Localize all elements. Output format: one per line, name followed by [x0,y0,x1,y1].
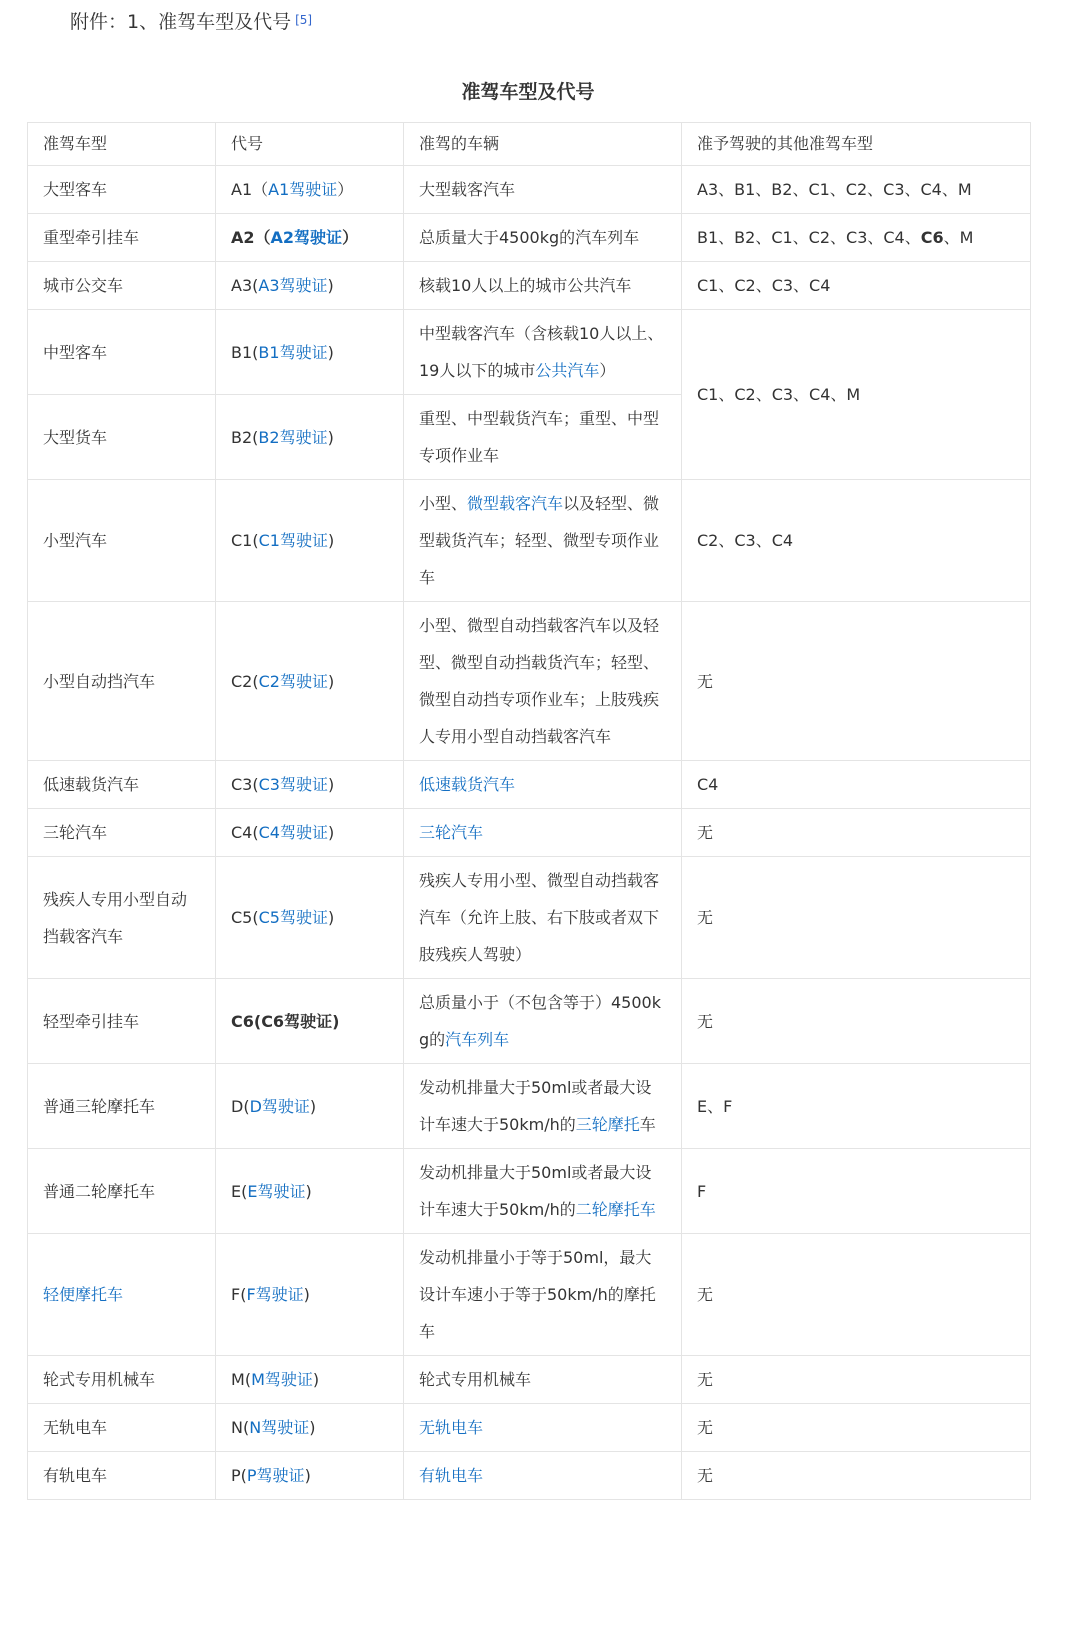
other-types-cell: C1、C2、C3、C4、M [682,310,1031,480]
table-row [28,1356,1031,1404]
table-header-row [28,123,1031,166]
table-row [28,214,1031,262]
vehicle-type-cell: 重型牵引挂车 [28,214,216,262]
other-types-cell: 无 [682,979,1031,1064]
other-types-cell: C1、C2、C3、C4 [682,262,1031,310]
table-row [28,480,1031,602]
table-row [28,809,1031,857]
vehicle-type-cell: 中型客车 [28,310,216,395]
vehicle-type-cell: 有轨电车 [28,1452,216,1500]
license-link[interactable]: C2驾驶证 [258,671,328,691]
other-types-cell: B1、B2、C1、C2、C3、C4、C6、M [682,214,1031,262]
table-row [28,1452,1031,1500]
vehicle-type-cell: 大型客车 [28,166,216,214]
code-cell: F(F驾驶证) [216,1234,404,1356]
attachment-heading [70,8,312,36]
table-row [28,857,1031,979]
vehicle-link[interactable]: 无轨电车 [419,1418,484,1437]
license-link[interactable]: N驾驶证 [249,1418,310,1437]
vehicle-link[interactable]: 有轨电车 [419,1466,484,1485]
table-row [28,1064,1031,1149]
license-link[interactable]: B2驾驶证 [258,427,328,447]
vehicles-cell: 残疾人专用小型、微型自动挡载客汽车（允许上肢、右下肢或者双下肢残疾人驾驶） [404,857,682,979]
other-types-cell: 无 [682,1356,1031,1404]
license-link[interactable]: P驾驶证 [246,1466,305,1485]
vehicle-link[interactable]: 低速载货汽车 [419,775,516,794]
vehicle-type-cell: 城市公交车 [28,262,216,310]
vehicles-cell: 重型、中型载货汽车；重型、中型专项作业车 [404,395,682,480]
vehicle-link[interactable]: 二轮摩托车 [575,1200,656,1219]
license-link[interactable]: A1驾驶证 [268,180,338,199]
other-types-cell: E、F [682,1064,1031,1149]
code-cell: E(E驾驶证) [216,1149,404,1234]
vehicle-type-cell [28,1234,216,1356]
other-types-cell: 无 [682,1234,1031,1356]
code-cell: B1(B1驾驶证) [216,310,404,395]
vehicles-cell: 发动机排量小于等于50ml，最大设计车速小于等于50km/h的摩托车 [404,1234,682,1356]
reference-link[interactable]: [5] [295,13,313,27]
code-cell: C6(C6驾驶证) [216,979,404,1064]
license-link[interactable]: B1驾驶证 [258,342,328,362]
vehicles-cell [404,1404,682,1452]
table-row [28,262,1031,310]
code-cell: C4(C4驾驶证) [216,809,404,857]
attachment-text: 附件：1、准驾车型及代号 [70,11,292,33]
other-types-cell: A3、B1、B2、C1、C2、C3、C4、M [682,166,1031,214]
vehicle-type-cell: 普通二轮摩托车 [28,1149,216,1234]
other-types-cell: 无 [682,1452,1031,1500]
other-types-cell: C2、C3、C4 [682,480,1031,602]
code-cell: M(M驾驶证) [216,1356,404,1404]
table-row [28,166,1031,214]
code-cell: A3(A3驾驶证) [216,262,404,310]
vehicle-type-cell: 三轮汽车 [28,809,216,857]
vehicle-link[interactable]: 三轮摩托 [575,1115,640,1134]
other-types-cell: F [682,1149,1031,1234]
vehicles-cell: 总质量小于（不包含等于）4500kg的汽车列车 [404,979,682,1064]
vehicles-cell: 大型载客汽车 [404,166,682,214]
vehicles-cell: 轮式专用机械车 [404,1356,682,1404]
code-cell: B2(B2驾驶证) [216,395,404,480]
vehicle-type-cell: 轮式专用机械车 [28,1356,216,1404]
vehicle-type-cell: 轻型牵引挂车 [28,979,216,1064]
license-link[interactable]: C3驾驶证 [258,775,328,794]
vehicle-type-cell: 小型自动挡汽车 [28,602,216,761]
header-cell: 准予驾驶的其他准驾车型 [682,123,1031,166]
code-cell: C1(C1驾驶证) [216,480,404,602]
other-types-cell: 无 [682,602,1031,761]
code-cell: N(N驾驶证) [216,1404,404,1452]
vehicles-cell: 核载10人以上的城市公共汽车 [404,262,682,310]
vehicle-type-link[interactable]: 轻便摩托车 [43,1285,124,1304]
table-row [28,1149,1031,1234]
license-link[interactable]: M驾驶证 [251,1370,313,1389]
license-link[interactable]: D驾驶证 [249,1096,310,1116]
other-types-cell: 无 [682,857,1031,979]
other-types-cell: 无 [682,809,1031,857]
other-types-cell: 无 [682,1404,1031,1452]
vehicle-type-cell: 低速载货汽车 [28,761,216,809]
vehicle-type-cell: 普通三轮摩托车 [28,1064,216,1149]
license-link[interactable]: C4驾驶证 [258,823,328,842]
vehicles-cell: 小型、微型载客汽车以及轻型、微型载货汽车；轻型、微型专项作业车 [404,480,682,602]
vehicles-cell: 小型、微型自动挡载客汽车以及轻型、微型自动挡载货汽车；轻型、微型自动挡专项作业车；上肢残疾人专用小型自动挡载客汽车 [404,602,682,761]
code-cell: C2(C2驾驶证) [216,602,404,761]
code-cell: P(P驾驶证) [216,1452,404,1500]
vehicle-link[interactable]: 汽车列车 [445,1030,510,1049]
vehicle-link[interactable]: 三轮汽车 [419,823,484,842]
license-link[interactable]: E驾驶证 [247,1181,306,1201]
license-link[interactable]: C5驾驶证 [258,908,328,927]
code-cell: C3(C3驾驶证) [216,761,404,809]
vehicles-cell [404,761,682,809]
table-row [28,979,1031,1064]
vehicle-type-cell: 残疾人专用小型自动挡载客汽车 [28,857,216,979]
license-link[interactable]: A2驾驶证 [270,228,343,247]
code-cell: A2（A2驾驶证） [216,214,404,262]
table-row [28,1234,1031,1356]
vehicle-link[interactable]: 公共汽车 [535,361,600,380]
vehicles-cell [404,809,682,857]
vehicle-type-cell: 无轨电车 [28,1404,216,1452]
header-cell: 准驾的车辆 [404,123,682,166]
vehicle-type-cell: 小型汽车 [28,480,216,602]
table-row [28,602,1031,761]
vehicles-cell [404,1452,682,1500]
table-row [28,761,1031,809]
vehicle-link[interactable]: 微型载客汽车 [467,494,564,513]
table-row [28,310,1031,395]
header-cell: 准驾车型 [28,123,216,166]
other-types-cell: C4 [682,761,1031,809]
vehicles-cell: 总质量大于4500kg的汽车列车 [404,214,682,262]
vehicle-type-cell: 大型货车 [28,395,216,480]
license-link[interactable]: A3驾驶证 [258,276,328,295]
license-link[interactable]: F驾驶证 [246,1285,304,1304]
table-row [28,1404,1031,1452]
code-cell: A1（A1驾驶证） [216,166,404,214]
license-link[interactable]: C1驾驶证 [258,531,328,550]
table-title: 准驾车型及代号 [461,81,595,103]
vehicles-cell: 发动机排量大于50ml或者最大设计车速大于50km/h的二轮摩托车 [404,1149,682,1234]
vehicles-cell: 中型载客汽车（含核载10人以上、19人以下的城市公共汽车） [404,310,682,395]
vehicles-cell: 发动机排量大于50ml或者最大设计车速大于50km/h的三轮摩托车 [404,1064,682,1149]
header-cell: 代号 [216,123,404,166]
code-cell: D(D驾驶证) [216,1064,404,1149]
license-types-table [27,122,1031,1500]
code-cell: C5(C5驾驶证) [216,857,404,979]
